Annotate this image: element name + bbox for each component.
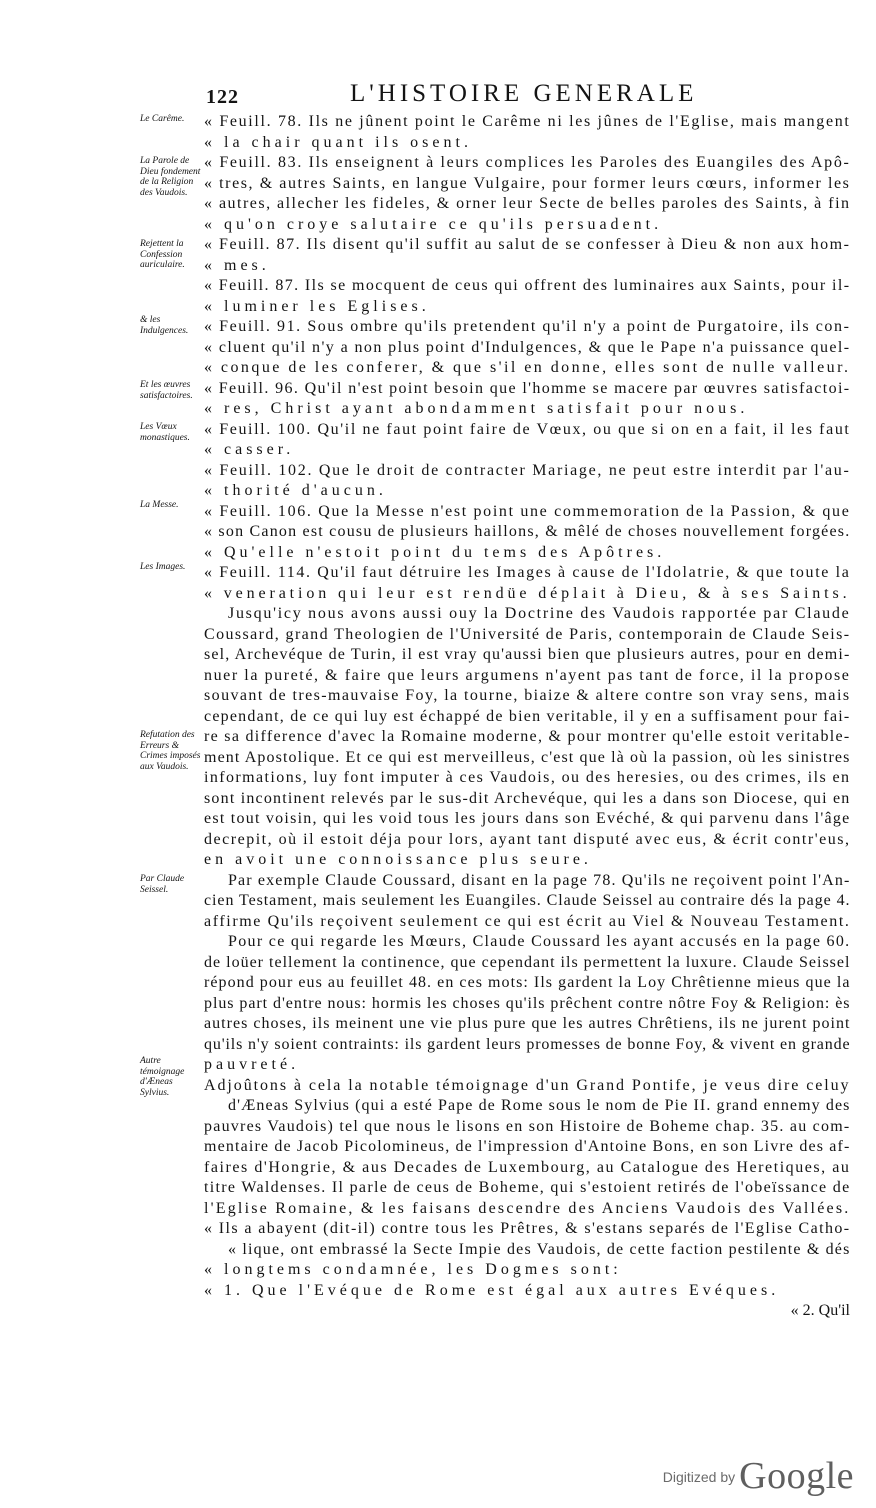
text-line: « casser. [204, 441, 295, 458]
text-line: decrepit, où il estoit déja pour lors, ayant tant disputé avec eus, & écrit contr'eus, [204, 830, 850, 848]
running-title: L'HISTOIRE GENERALE [350, 80, 698, 107]
text-line: qu'ils n'y soient contraints: ils gardent leurs promesses de bonne Foy, & vivent en grande [204, 1035, 850, 1053]
text-line: « Feuill. 78. Ils ne jûnent point le Carême ni les jûnes de l'Eglise, mais mangent [204, 113, 850, 130]
text-line: « luminer les Eglises. [204, 297, 430, 315]
text-line: répond pour eus au feuillet 48. en ces mots: Ils gardent la Loy Chrêtienne mieus que la [204, 974, 850, 991]
margin-note: & les Indulgences. [140, 315, 189, 336]
page-header [200, 80, 850, 112]
text-line: informations, luy font imputer à ces Vaudois, ou des heresies, ou des crimes, ils en [204, 769, 850, 786]
text-line: Par exemple Claude Coussard, disant en la page 78. Qu'ils ne reçoivent point l'An- [228, 871, 850, 889]
body-text [204, 112, 850, 1322]
text-line: re sa difference d'avec la Romaine moderne, & pour montrer qu'elle estoit veritable- [204, 728, 850, 745]
text-line: ment Apostolique. Et ce qui est merveilleus, c'est que là où la passion, où les sinistres [204, 748, 850, 766]
digitized-by-google [662, 1454, 854, 1497]
text-line: l'Eglise Romaine, & les faisans descendre des Anciens Vaudois des Vallées. [204, 1199, 850, 1217]
text-line: « Ils a abayent (dit-il) contre tous les Prêtres, & s'estans separés de l'Eglise Catho- [204, 1220, 850, 1237]
margin-note: Refutation des Erreurs & Crimes imposés aux Vaudois. [140, 730, 201, 772]
text-line: de loüer tellement la continence, que cependant ils permettent la luxure. Claude Seissel [204, 953, 850, 971]
text-line: Coussard, grand Theologien de l'Université de Paris, contemporain de Claude Seis- [204, 625, 850, 643]
text-line: plus part d'entre nous: hormis les choses qu'ils prêchent contre nôtre Foy & Religion: ès [204, 994, 850, 1012]
margin-note: Autre témoignage d'Æneas Sylvius. [140, 1056, 185, 1098]
text-line: cependant, de ce qui luy est échappé de bien veritable, il y en a suffisament pour fai- [204, 707, 850, 725]
text-line: « Feuill. 96. Qu'il n'est point besoin que l'homme se macere par œuvres satisfactoi- [204, 379, 850, 397]
text-line: « Feuill. 91. Sous ombre qu'ils pretendent qu'il n'y a point de Purgatoire, ils con- [204, 318, 850, 335]
margin-note: Les Images. [140, 562, 186, 572]
text-line: « son Canon est cousu de plusieurs haillons, & mêlé de choses nouvellement forgées. [204, 523, 850, 540]
margin-notes [140, 112, 202, 1122]
text-line: d'Æneas Sylvius (qui a esté Pape de Rome sous le nom de Pie II. grand ennemy des [228, 1097, 850, 1114]
page-number: 122 [206, 86, 239, 108]
text-line: autres choses, ils meinent une vie plus pure que les autres Chrêtiens, ils ne jurent point [204, 1015, 850, 1032]
text-line: est tout voisin, qui les void tous les jours dans son Evéché, & qui parvenu dans l'âge [204, 810, 850, 827]
margin-note: Le Carême. [140, 114, 185, 124]
text-line: « longtems condamnée, les Dogmes sont: [204, 1261, 622, 1278]
text-line: « Qu'elle n'estoit point du tems des Apôtres. [204, 543, 666, 561]
margin-note: Rejettent la Confession auriculaire. [140, 239, 185, 270]
margin-note: Les Vœux monastiques. [140, 422, 190, 443]
text-line: faires d'Hongrie, & aus Decades de Luxembourg, au Catalogue des Heretiques, au [204, 1158, 850, 1176]
text-line: « conque de les conferer, & que s'il en donne, elles sont de nulle valleur. [204, 359, 850, 376]
text-line: « mes. [204, 256, 270, 274]
text-line: « la chair quant ils osent. [204, 133, 472, 151]
text-line: sont incontinent relevés par le sus-dit Archevéque, qui les a dans son Diocese, qui en [204, 789, 850, 807]
text-line: pauvreté. [204, 1056, 300, 1073]
text-line: « cluent qu'il n'y a non plus point d'Indulgences, & que le Pape n'a puissance quel- [204, 338, 850, 356]
text-line: en avoit une connoissance plus seure. [204, 851, 592, 868]
text-line: titre Waldenses. Il parle de ceus de Boheme, qui s'estoient retirés de l'obeïssance de [204, 1179, 850, 1196]
text-line: « veneration qui leur est rendüe déplait à Dieu, & à ses Saints. [204, 584, 850, 602]
text-line: mentaire de Jacob Picolomineus, de l'impression d'Antoine Bons, en son Livre des af- [204, 1138, 850, 1155]
text-line: « Feuill. 87. Ils se mocquent de ceus qui offrent des luminaires aux Saints, pour il- [204, 277, 850, 294]
text-line: « 1. Que l'Evéque de Rome est égal aux autres Evéques. [204, 1281, 780, 1299]
text-line: « 2. Qu'il [790, 1302, 850, 1319]
margin-note: Par Claude Seissel. [140, 874, 185, 895]
text-line: « lique, ont embrassé la Secte Impie des Vaudois, de cette faction pestilente & dés [228, 1240, 850, 1258]
text-line: affirme Qu'ils reçoivent seulement ce qui est écrit au Viel & Nouveau Testament. [204, 912, 850, 930]
text-line: « Feuill. 83. Ils enseignent à leurs complices les Paroles des Euangiles des Apô- [204, 154, 850, 171]
text-line: « Feuill. 102. Que le droit de contracter Mariage, ne peut estre interdit par l'au- [204, 461, 850, 479]
text-line: cien Testament, mais seulement les Euangiles. Claude Seissel au contraire dés la page 4. [204, 892, 850, 909]
text-line: « Feuill. 100. Qu'il ne faut point faire de Vœux, ou que si on en a fait, il les faut [204, 420, 850, 438]
text-line: pauvres Vaudois) tel que nous le lisons en son Histoire de Boheme chap. 35. au com- [204, 1117, 850, 1135]
text-line: nuer la pureté, & faire que leurs argumens n'ayent pas tant de force, il la propose [204, 666, 850, 684]
text-line: « qu'on croye salutaire ce qu'ils persuadent. [204, 215, 663, 233]
digitized-by-label: Digitized by [662, 1469, 736, 1485]
text-line: « Feuill. 114. Qu'il faut détruire les Images à cause de l'Idolatrie, & que toute la [204, 564, 850, 581]
text-line: Jusqu'icy nous avons aussi ouy la Doctrine des Vaudois rapportée par Claude [228, 605, 850, 622]
text-line: « res, Christ ayant abondamment satisfait pour nous. [204, 400, 749, 417]
margin-note: Et les œuvres satisfactoires. [140, 380, 193, 401]
text-line: « tres, & autres Saints, en langue Vulgaire, pour former leurs cœurs, informer les [204, 174, 850, 192]
google-logo: Google [739, 1455, 854, 1497]
text-line: souvant de tres-mauvaise Foy, la tourne, biaize & altere contre son vray sens, mais [204, 687, 850, 704]
text-line: « autres, allecher les fideles, & orner leur Secte de belles paroles des Saints, à fin [204, 195, 850, 212]
text-line: « Feuill. 106. Que la Messe n'est point une commemoration de la Passion, & que [204, 502, 850, 520]
text-line: Adjoûtons à cela la notable témoignage d'un Grand Pontife, je veus dire celuy [204, 1076, 850, 1094]
text-line: « thorité d'aucun. [204, 482, 387, 499]
margin-note: La Parole de Dieu fondement de la Religion des Vaudois. [140, 156, 201, 198]
text-line: Pour ce qui regarde les Mœurs, Claude Coussard les ayant accusés en la page 60. [228, 933, 850, 950]
margin-note: La Messe. [140, 500, 179, 510]
text-line: « Feuill. 87. Ils disent qu'il suffit au salut de se confesser à Dieu & non aux hom- [204, 236, 850, 253]
text-line: sel, Archevéque de Turin, il est vray qu'aussi bien que plusieurs autres, pour en demi- [204, 646, 850, 663]
